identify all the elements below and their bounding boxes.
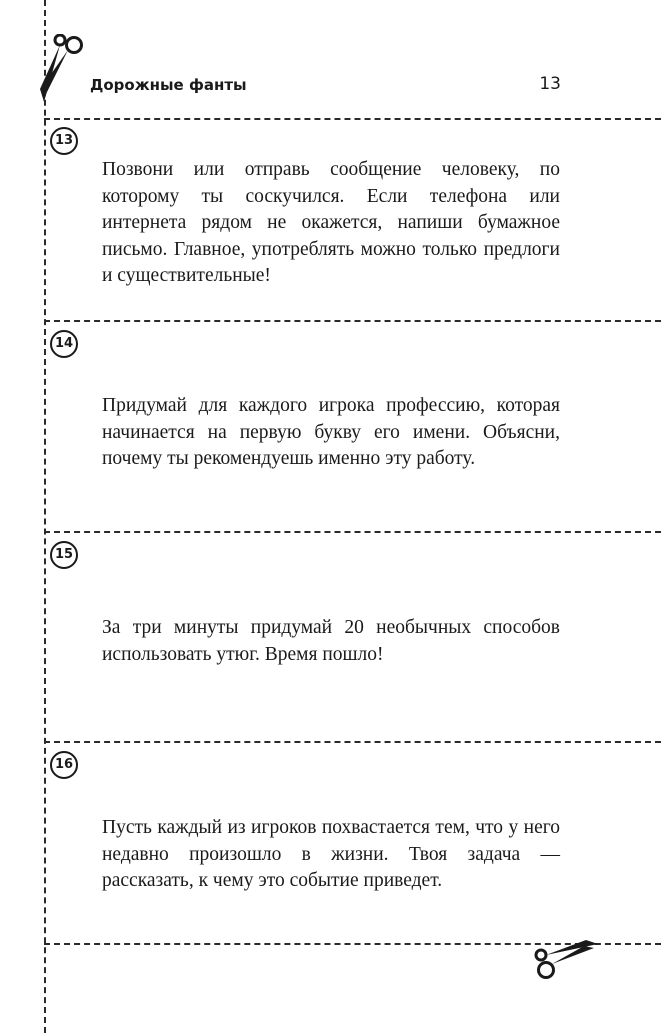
card-number-badge: 13 bbox=[50, 127, 78, 155]
vertical-cut-line bbox=[44, 0, 46, 1033]
card-number-badge: 14 bbox=[50, 330, 78, 358]
cut-line-2 bbox=[44, 320, 661, 322]
cut-line-4 bbox=[44, 741, 661, 743]
cut-line-3 bbox=[44, 531, 661, 533]
cut-line-1 bbox=[44, 118, 661, 120]
card-text: Придумай для каждого игрока профессию, которая начинается на первую букву его имени. Объясни, почему ты рекомендуешь именно эту работу. bbox=[102, 395, 560, 469]
scissors-icon bbox=[30, 34, 86, 102]
card-text: За три минуты придумай 20 необычных способов использовать утюг. Время пошло! bbox=[102, 617, 560, 665]
card-text: Пусть каждый из игроков похвастается тем, что у него недавно произошло в жизни. Твоя задача — рассказать, к чему это событие приведет. bbox=[102, 817, 560, 891]
scissors-icon bbox=[532, 936, 598, 982]
card-number-badge: 15 bbox=[50, 541, 78, 569]
card-number-badge: 16 bbox=[50, 751, 78, 779]
page-number: 13 bbox=[539, 74, 561, 94]
card-text: Позвони или отправь сообщение человеку, по которому ты соскучился. Если телефона или интернета рядом не окажется, напиши бумажное письмо. Главное, употреблять можно только предлоги и существительные! bbox=[102, 159, 560, 286]
page-title: Дорожные фанты bbox=[90, 76, 247, 94]
